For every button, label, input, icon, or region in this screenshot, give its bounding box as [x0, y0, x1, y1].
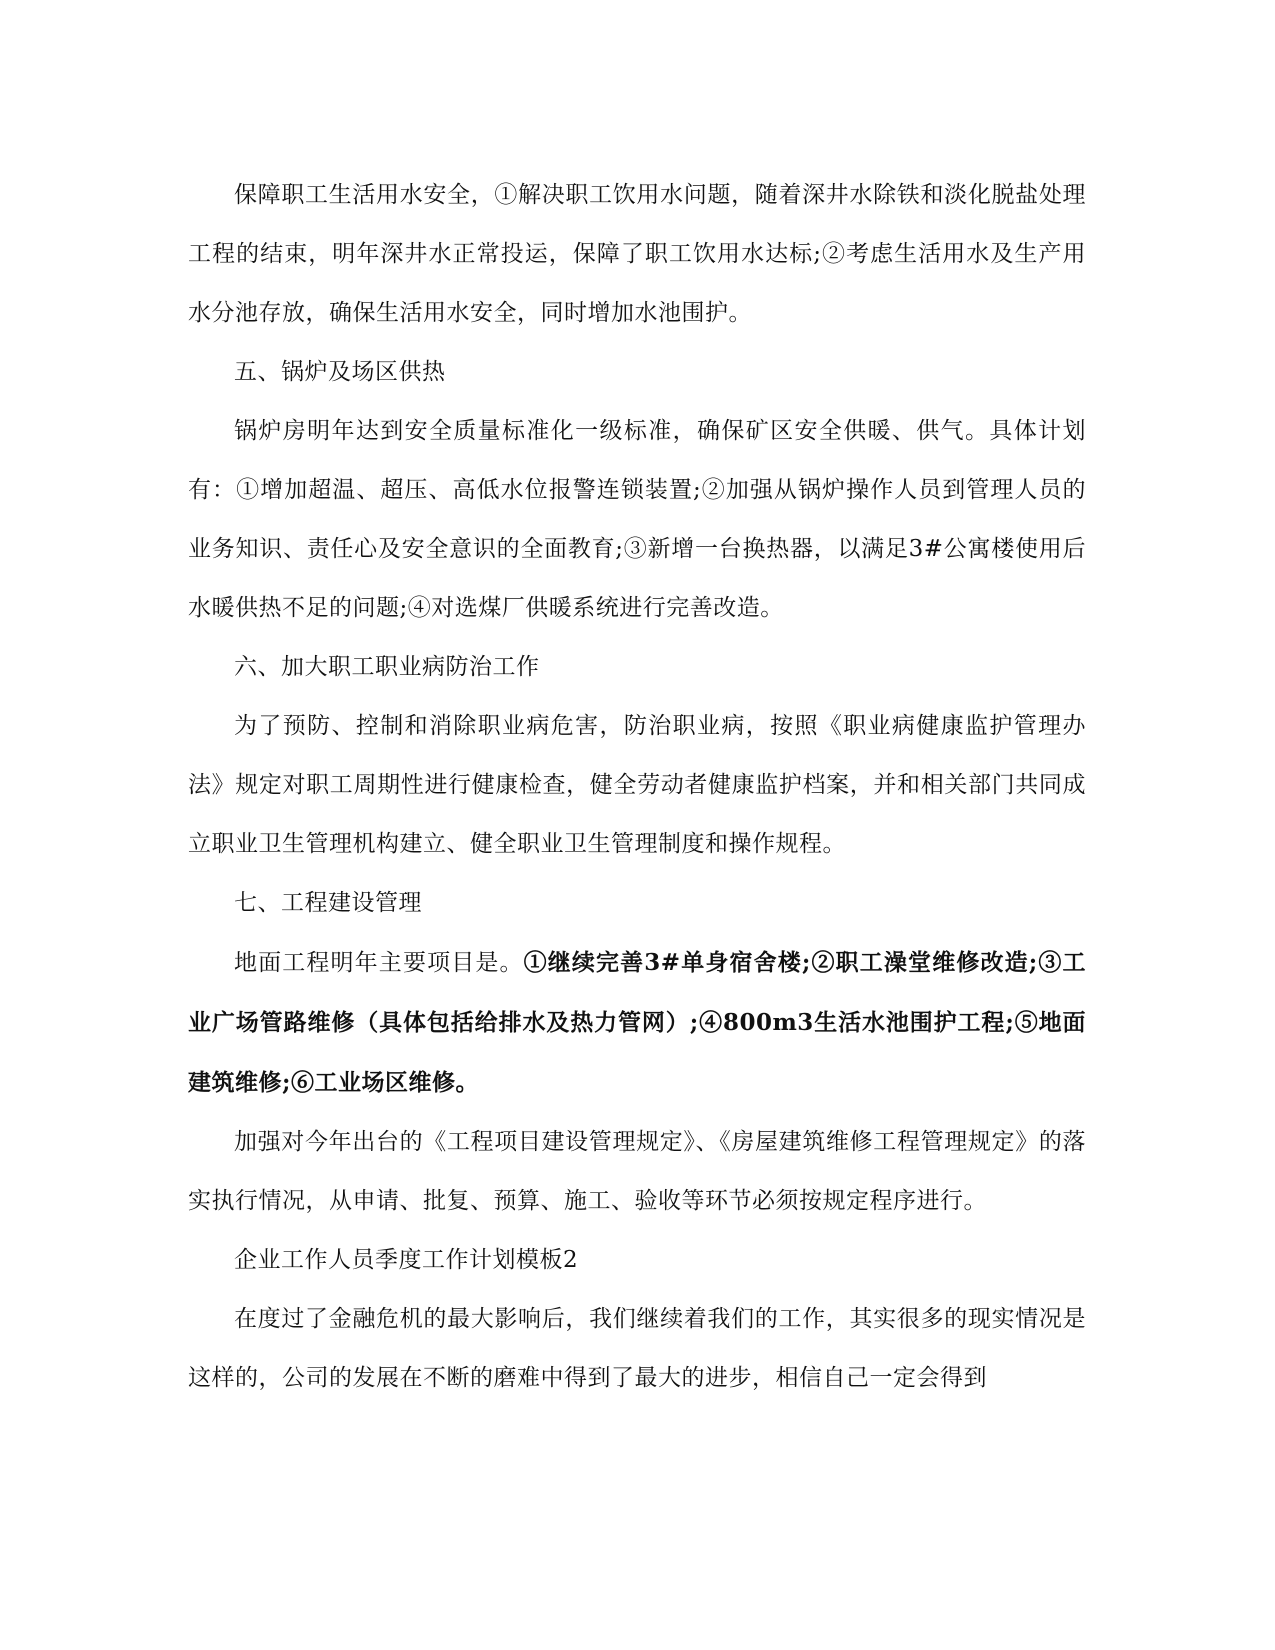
heading-boiler-heating: 五、锅炉及场区供热: [234, 359, 446, 385]
ground-projects-list: ①继续完善3#单身宿舍楼;②职工澡堂维修改造;③工业广场管路维修（具体包括给排水及热力管网）;④800m3生活水池围护工程;⑤地面建筑维修;⑥工业场区维修。: [188, 949, 1086, 1096]
paragraph-drinking-water: 保障职工生活用水安全，①解决职工饮用水问题，随着深井水除铁和淡化脱盐处理工程的结束，明年深井水正常投运，保障了职工饮用水达标;②考虑生活用水及生产用水分池存放，确保生活用水安全，同时增加水池围护。: [188, 182, 1086, 326]
heading-construction-management: 七、工程建设管理: [234, 890, 422, 916]
document-body: [188, 166, 1086, 1408]
ground-projects-intro: 地面工程明年主要项目是。: [234, 950, 524, 976]
heading-occupational-disease: 六、加大职工职业病防治工作: [234, 654, 540, 680]
paragraph-boiler-plan: 锅炉房明年达到安全质量标准化一级标准，确保矿区安全供暖、供气。具体计划有：①增加超温、超压、高低水位报警连锁装置;②加强从锅炉操作人员到管理人员的业务知识、责任心及安全意识的全面教育;③新增一台换热器，以满足3#公寓楼使用后水暖供热不足的问题;④对选煤厂供暖系统进行完善改造。: [188, 418, 1086, 621]
paragraph-financial-crisis: 在度过了金融危机的最大影响后，我们继续着我们的工作，其实很多的现实情况是这样的，公司的发展在不断的磨难中得到了最大的进步，相信自己一定会得到: [188, 1306, 1086, 1391]
paragraph-ground-projects: [188, 933, 1086, 1113]
paragraph-regulation-enforcement: 加强对今年出台的《工程项目建设管理规定》、《房屋建筑维修工程管理规定》的落实执行情况，从申请、批复、预算、施工、验收等环节必须按规定程序进行。: [188, 1129, 1086, 1214]
paragraph-occupational-disease: 为了预防、控制和消除职业病危害，防治职业病，按照《职业病健康监护管理办法》规定对职工周期性进行健康检查，健全劳动者健康监护档案，并和相关部门共同成立职业卫生管理机构建立、健全职业卫生管理制度和操作规程。: [188, 713, 1086, 857]
heading-template-2: 企业工作人员季度工作计划模板2: [234, 1247, 579, 1273]
